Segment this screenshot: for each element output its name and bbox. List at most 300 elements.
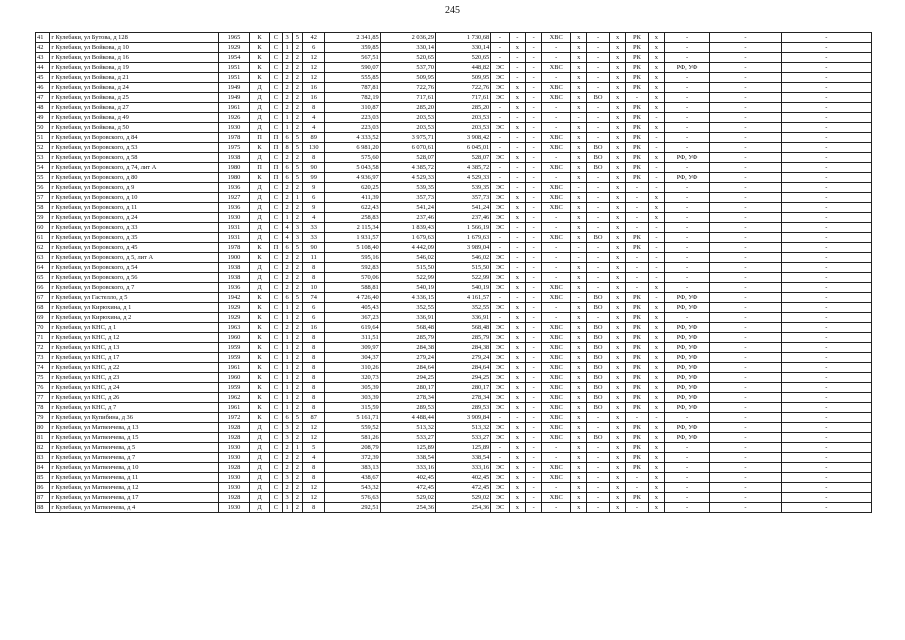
- table-cell: ЭС: [491, 363, 509, 373]
- table-cell: х: [609, 63, 625, 73]
- table-cell: 52: [36, 143, 50, 153]
- table-cell: х: [609, 313, 625, 323]
- table-cell: 2: [282, 63, 292, 73]
- table-cell: 2: [292, 183, 302, 193]
- table-cell: х: [509, 393, 525, 403]
- table-cell: -: [542, 53, 571, 63]
- table-cell: РК: [626, 323, 649, 333]
- table-cell: х: [609, 263, 625, 273]
- table-cell: -: [542, 73, 571, 83]
- table-cell: х: [509, 363, 525, 373]
- table-cell: х: [509, 423, 525, 433]
- table-cell: 515,50: [380, 263, 435, 273]
- table-cell: 336,91: [435, 313, 490, 323]
- table-cell: ЭС: [491, 123, 509, 133]
- table-row: [36, 363, 872, 373]
- table-cell: ЭС: [491, 93, 509, 103]
- table-cell: х: [509, 443, 525, 453]
- table-cell: х: [648, 483, 664, 493]
- table-cell: -: [587, 213, 610, 223]
- table-cell: х: [609, 33, 625, 43]
- table-cell: 533,27: [380, 433, 435, 443]
- table-row: [36, 443, 872, 453]
- table-cell: -: [781, 413, 871, 423]
- table-cell: -: [526, 403, 542, 413]
- table-cell: 2: [282, 483, 292, 493]
- table-cell: х: [648, 93, 664, 103]
- table-cell: х: [571, 33, 587, 43]
- table-cell: 305,39: [325, 383, 380, 393]
- table-cell: 1 679,63: [380, 233, 435, 243]
- table-cell: х: [648, 443, 664, 453]
- table-cell: -: [710, 263, 782, 273]
- table-cell: х: [648, 473, 664, 483]
- table-cell: 1938: [219, 273, 250, 283]
- table-cell: 383,13: [325, 463, 380, 473]
- table-cell: 315,59: [325, 403, 380, 413]
- table-cell: х: [509, 403, 525, 413]
- table-cell: 2: [292, 343, 302, 353]
- table-cell: -: [587, 473, 610, 483]
- table-cell: -: [665, 453, 710, 463]
- table-cell: 90: [302, 163, 325, 173]
- table-cell: -: [710, 103, 782, 113]
- table-cell: РК: [626, 303, 649, 313]
- table-cell: С: [270, 33, 282, 43]
- table-cell: х: [509, 313, 525, 323]
- table-cell: -: [526, 183, 542, 193]
- table-cell: 279,24: [435, 353, 490, 363]
- table-cell: х: [509, 333, 525, 343]
- table-cell: 539,35: [380, 183, 435, 193]
- table-cell: -: [648, 223, 664, 233]
- table-cell: 330,14: [380, 43, 435, 53]
- table-cell: 4 529,33: [435, 173, 490, 183]
- table-cell: РФ, УФ: [665, 293, 710, 303]
- table-cell: 4 336,15: [380, 293, 435, 303]
- table-cell: -: [571, 113, 587, 123]
- table-cell: С: [270, 273, 282, 283]
- table-cell: С: [270, 453, 282, 463]
- table-cell: 1: [282, 343, 292, 353]
- table-cell: 1960: [219, 333, 250, 343]
- table-cell: 6: [282, 173, 292, 183]
- table-cell: -: [648, 253, 664, 263]
- table-cell: 6 070,61: [380, 143, 435, 153]
- table-cell: 6 981,20: [325, 143, 380, 153]
- table-cell: 2: [292, 203, 302, 213]
- table-cell: 64: [36, 263, 50, 273]
- table-cell: 357,73: [380, 193, 435, 203]
- table-cell: Д: [249, 433, 269, 443]
- table-cell: 2 341,85: [325, 33, 380, 43]
- table-cell: х: [571, 353, 587, 363]
- table-cell: 1: [282, 113, 292, 123]
- table-cell: Д: [249, 483, 269, 493]
- table-cell: -: [710, 473, 782, 483]
- table-cell: -: [710, 393, 782, 403]
- table-cell: 2: [292, 463, 302, 473]
- table-cell: 1: [282, 333, 292, 343]
- table-cell: -: [781, 293, 871, 303]
- table-cell: С: [270, 63, 282, 73]
- table-cell: -: [526, 193, 542, 203]
- table-cell: 285,20: [435, 103, 490, 113]
- table-cell: 84: [36, 463, 50, 473]
- table-cell: -: [665, 273, 710, 283]
- table-cell: -: [587, 443, 610, 453]
- table-cell: х: [571, 63, 587, 73]
- table-cell: 2: [292, 253, 302, 263]
- table-cell: -: [587, 463, 610, 473]
- table-cell: 2: [292, 153, 302, 163]
- table-cell: С: [270, 383, 282, 393]
- table-cell: х: [571, 463, 587, 473]
- table-cell: 80: [36, 423, 50, 433]
- table-cell: РФ, УФ: [665, 173, 710, 183]
- table-cell: г Кулебаки, ул КНС, д 7: [50, 403, 219, 413]
- table-cell: РФ, УФ: [665, 423, 710, 433]
- table-cell: 59: [36, 213, 50, 223]
- table-cell: -: [781, 163, 871, 173]
- table-cell: 8: [302, 343, 325, 353]
- table-cell: -: [648, 293, 664, 303]
- housing-register-table: [35, 32, 872, 513]
- table-cell: 203,53: [380, 113, 435, 123]
- table-cell: 4: [282, 223, 292, 233]
- table-cell: С: [270, 353, 282, 363]
- table-cell: х: [571, 343, 587, 353]
- table-cell: С: [270, 103, 282, 113]
- table-cell: -: [665, 193, 710, 203]
- table-cell: г Кулебаки, ул КНС, д 1: [50, 323, 219, 333]
- table-cell: х: [609, 503, 625, 513]
- table-cell: х: [609, 233, 625, 243]
- table-cell: 5: [292, 33, 302, 43]
- table-cell: 311,51: [325, 333, 380, 343]
- table-cell: -: [491, 293, 509, 303]
- table-row: [36, 293, 872, 303]
- table-cell: 2: [282, 153, 292, 163]
- table-cell: 303,39: [325, 393, 380, 403]
- table-cell: -: [710, 213, 782, 223]
- table-cell: 722,76: [435, 83, 490, 93]
- table-cell: РК: [626, 363, 649, 373]
- table-cell: 4 385,72: [435, 163, 490, 173]
- table-cell: Д: [249, 203, 269, 213]
- table-cell: 8: [282, 143, 292, 153]
- table-cell: Д: [249, 263, 269, 273]
- table-cell: 2: [292, 363, 302, 373]
- table-cell: К: [249, 43, 269, 53]
- table-cell: ЭС: [491, 373, 509, 383]
- table-cell: х: [648, 103, 664, 113]
- table-cell: -: [665, 493, 710, 503]
- table-cell: ХВС: [542, 393, 571, 403]
- table-row: [36, 163, 872, 173]
- table-cell: 12: [302, 63, 325, 73]
- table-cell: -: [526, 33, 542, 43]
- table-cell: г Кулебаки, ул Матвеичева, д 12: [50, 483, 219, 493]
- table-row: [36, 483, 872, 493]
- table-cell: ХВС: [542, 463, 571, 473]
- table-cell: РК: [626, 233, 649, 243]
- table-cell: -: [710, 133, 782, 143]
- table-cell: 33: [302, 223, 325, 233]
- table-cell: х: [509, 283, 525, 293]
- table-cell: С: [270, 433, 282, 443]
- table-cell: РК: [626, 173, 649, 183]
- table-cell: -: [526, 253, 542, 263]
- table-cell: 5 161,71: [325, 413, 380, 423]
- table-cell: 590,07: [325, 63, 380, 73]
- table-cell: г Кулебаки, ул КНС, д 22: [50, 363, 219, 373]
- table-cell: 1930: [219, 453, 250, 463]
- table-cell: 4 726,40: [325, 293, 380, 303]
- table-cell: -: [781, 373, 871, 383]
- table-cell: х: [509, 453, 525, 463]
- table-cell: ЭС: [491, 73, 509, 83]
- table-cell: х: [609, 223, 625, 233]
- table-cell: -: [526, 153, 542, 163]
- table-cell: 336,91: [380, 313, 435, 323]
- table-cell: -: [665, 223, 710, 233]
- table-cell: -: [587, 63, 610, 73]
- table-cell: 1: [282, 43, 292, 53]
- table-cell: -: [665, 443, 710, 453]
- table-cell: ЭС: [491, 383, 509, 393]
- table-cell: г Кулебаки, ул Матвеичева, д 13: [50, 423, 219, 433]
- table-cell: -: [491, 163, 509, 173]
- table-cell: 76: [36, 383, 50, 393]
- table-cell: Д: [249, 93, 269, 103]
- table-cell: ХВС: [542, 333, 571, 343]
- table-cell: ХВС: [542, 193, 571, 203]
- table-cell: х: [609, 243, 625, 253]
- table-cell: 1929: [219, 313, 250, 323]
- table-row: [36, 193, 872, 203]
- table-cell: -: [542, 103, 571, 113]
- table-cell: РК: [626, 493, 649, 503]
- table-cell: 5: [292, 173, 302, 183]
- table-cell: 509,95: [435, 73, 490, 83]
- table-cell: РК: [626, 43, 649, 53]
- table-cell: 533,27: [435, 433, 490, 443]
- table-cell: 6: [302, 43, 325, 53]
- table-cell: 540,19: [380, 283, 435, 293]
- table-cell: С: [270, 413, 282, 423]
- table-cell: П: [270, 243, 282, 253]
- table-cell: 284,38: [435, 343, 490, 353]
- table-cell: -: [781, 63, 871, 73]
- table-cell: 2: [292, 433, 302, 443]
- table-cell: 3: [282, 433, 292, 443]
- table-cell: г Кулебаки, ул Воровского, д 84: [50, 133, 219, 143]
- table-cell: 6: [302, 303, 325, 313]
- table-cell: 74: [302, 293, 325, 303]
- table-cell: 539,35: [435, 183, 490, 193]
- table-cell: -: [491, 43, 509, 53]
- table-cell: 4 161,57: [435, 293, 490, 303]
- table-cell: -: [710, 303, 782, 313]
- table-cell: х: [648, 283, 664, 293]
- table-cell: ЭС: [491, 303, 509, 313]
- table-cell: ВО: [587, 403, 610, 413]
- table-cell: ЭС: [491, 213, 509, 223]
- table-cell: -: [626, 253, 649, 263]
- table-cell: г Кулебаки, ул Воровского, д 10: [50, 193, 219, 203]
- table-cell: Д: [249, 183, 269, 193]
- table-row: [36, 413, 872, 423]
- table-cell: 543,32: [325, 483, 380, 493]
- table-cell: -: [710, 333, 782, 343]
- table-cell: ВО: [587, 373, 610, 383]
- table-cell: х: [571, 263, 587, 273]
- table-cell: -: [665, 413, 710, 423]
- table-cell: х: [609, 383, 625, 393]
- table-cell: Д: [249, 273, 269, 283]
- table-cell: 6: [282, 293, 292, 303]
- table-cell: 2: [292, 63, 302, 73]
- table-cell: -: [526, 493, 542, 503]
- table-body: [36, 33, 872, 513]
- table-cell: 2: [292, 103, 302, 113]
- table-cell: 2: [282, 193, 292, 203]
- table-cell: -: [526, 413, 542, 423]
- table-cell: 5 108,40: [325, 243, 380, 253]
- table-cell: 546,02: [380, 253, 435, 263]
- table-cell: К: [249, 173, 269, 183]
- table-cell: х: [571, 373, 587, 383]
- table-cell: х: [609, 323, 625, 333]
- table-cell: -: [526, 373, 542, 383]
- table-cell: -: [626, 483, 649, 493]
- table-row: [36, 453, 872, 463]
- table-cell: 85: [36, 473, 50, 483]
- table-cell: 16: [302, 93, 325, 103]
- table-cell: ЭС: [491, 253, 509, 263]
- table-cell: -: [710, 283, 782, 293]
- table-cell: -: [587, 43, 610, 53]
- table-cell: 2: [282, 203, 292, 213]
- table-cell: -: [781, 333, 871, 343]
- table-cell: 47: [36, 93, 50, 103]
- table-cell: ЭС: [491, 503, 509, 513]
- table-cell: 1938: [219, 263, 250, 273]
- table-cell: -: [491, 443, 509, 453]
- table-cell: ВО: [587, 293, 610, 303]
- table-cell: -: [509, 33, 525, 43]
- table-cell: 717,61: [435, 93, 490, 103]
- table-cell: Д: [249, 473, 269, 483]
- table-cell: 1961: [219, 103, 250, 113]
- table-cell: РФ, УФ: [665, 323, 710, 333]
- table-cell: 540,19: [435, 283, 490, 293]
- table-cell: г Кулебаки, ул Матвеичева, д 4: [50, 503, 219, 513]
- table-cell: С: [270, 213, 282, 223]
- table-cell: г Кулебаки, ул Воровского, д 11: [50, 203, 219, 213]
- table-cell: -: [526, 243, 542, 253]
- table-cell: 6: [302, 193, 325, 203]
- table-cell: х: [648, 363, 664, 373]
- table-cell: 86: [36, 483, 50, 493]
- table-cell: 559,52: [325, 423, 380, 433]
- table-cell: 2: [292, 263, 302, 273]
- table-cell: -: [648, 163, 664, 173]
- table-row: [36, 393, 872, 403]
- table-cell: 1: [282, 303, 292, 313]
- table-cell: х: [571, 433, 587, 443]
- table-cell: х: [609, 363, 625, 373]
- table-cell: 125,89: [380, 443, 435, 453]
- table-cell: 8: [302, 393, 325, 403]
- table-cell: -: [710, 113, 782, 123]
- table-cell: 2: [292, 383, 302, 393]
- table-row: [36, 303, 872, 313]
- table-cell: К: [249, 53, 269, 63]
- table-cell: П: [270, 143, 282, 153]
- table-cell: -: [587, 253, 610, 263]
- table-cell: РК: [626, 143, 649, 153]
- table-cell: -: [781, 213, 871, 223]
- table-cell: г Кулебаки, ул Воровского, д 35: [50, 233, 219, 243]
- table-cell: -: [542, 243, 571, 253]
- table-cell: х: [571, 503, 587, 513]
- table-cell: 10: [302, 283, 325, 293]
- table-cell: 2: [282, 463, 292, 473]
- table-cell: х: [648, 343, 664, 353]
- table-cell: 70: [36, 323, 50, 333]
- table-cell: х: [571, 213, 587, 223]
- table-cell: -: [587, 423, 610, 433]
- table-cell: -: [665, 253, 710, 263]
- table-cell: 2: [282, 443, 292, 453]
- table-cell: 8: [302, 333, 325, 343]
- table-cell: 1 730,68: [435, 33, 490, 43]
- table-cell: ЭС: [491, 203, 509, 213]
- table-cell: РФ, УФ: [665, 153, 710, 163]
- table-cell: х: [648, 323, 664, 333]
- table-cell: -: [491, 453, 509, 463]
- table-cell: г Кулебаки, ул Воровского, д 45: [50, 243, 219, 253]
- table-cell: 73: [36, 353, 50, 363]
- table-cell: РК: [626, 73, 649, 83]
- table-cell: -: [526, 283, 542, 293]
- table-cell: 4 936,97: [325, 173, 380, 183]
- table-cell: 522,99: [435, 273, 490, 283]
- table-cell: х: [571, 303, 587, 313]
- table-cell: РФ, УФ: [665, 343, 710, 353]
- table-cell: х: [648, 453, 664, 463]
- table-cell: РК: [626, 343, 649, 353]
- table-cell: РФ, УФ: [665, 373, 710, 383]
- table-cell: 1: [282, 403, 292, 413]
- table-cell: 2: [282, 253, 292, 263]
- table-cell: 254,36: [435, 503, 490, 513]
- table-cell: 1959: [219, 383, 250, 393]
- table-cell: х: [609, 213, 625, 223]
- table-cell: ВО: [587, 363, 610, 373]
- table-cell: 42: [302, 33, 325, 43]
- table-cell: х: [609, 53, 625, 63]
- table-row: [36, 113, 872, 123]
- table-cell: -: [526, 143, 542, 153]
- table-cell: 1: [292, 193, 302, 203]
- table-cell: 6: [282, 133, 292, 143]
- table-cell: С: [270, 293, 282, 303]
- table-cell: 1936: [219, 183, 250, 193]
- table-cell: -: [542, 483, 571, 493]
